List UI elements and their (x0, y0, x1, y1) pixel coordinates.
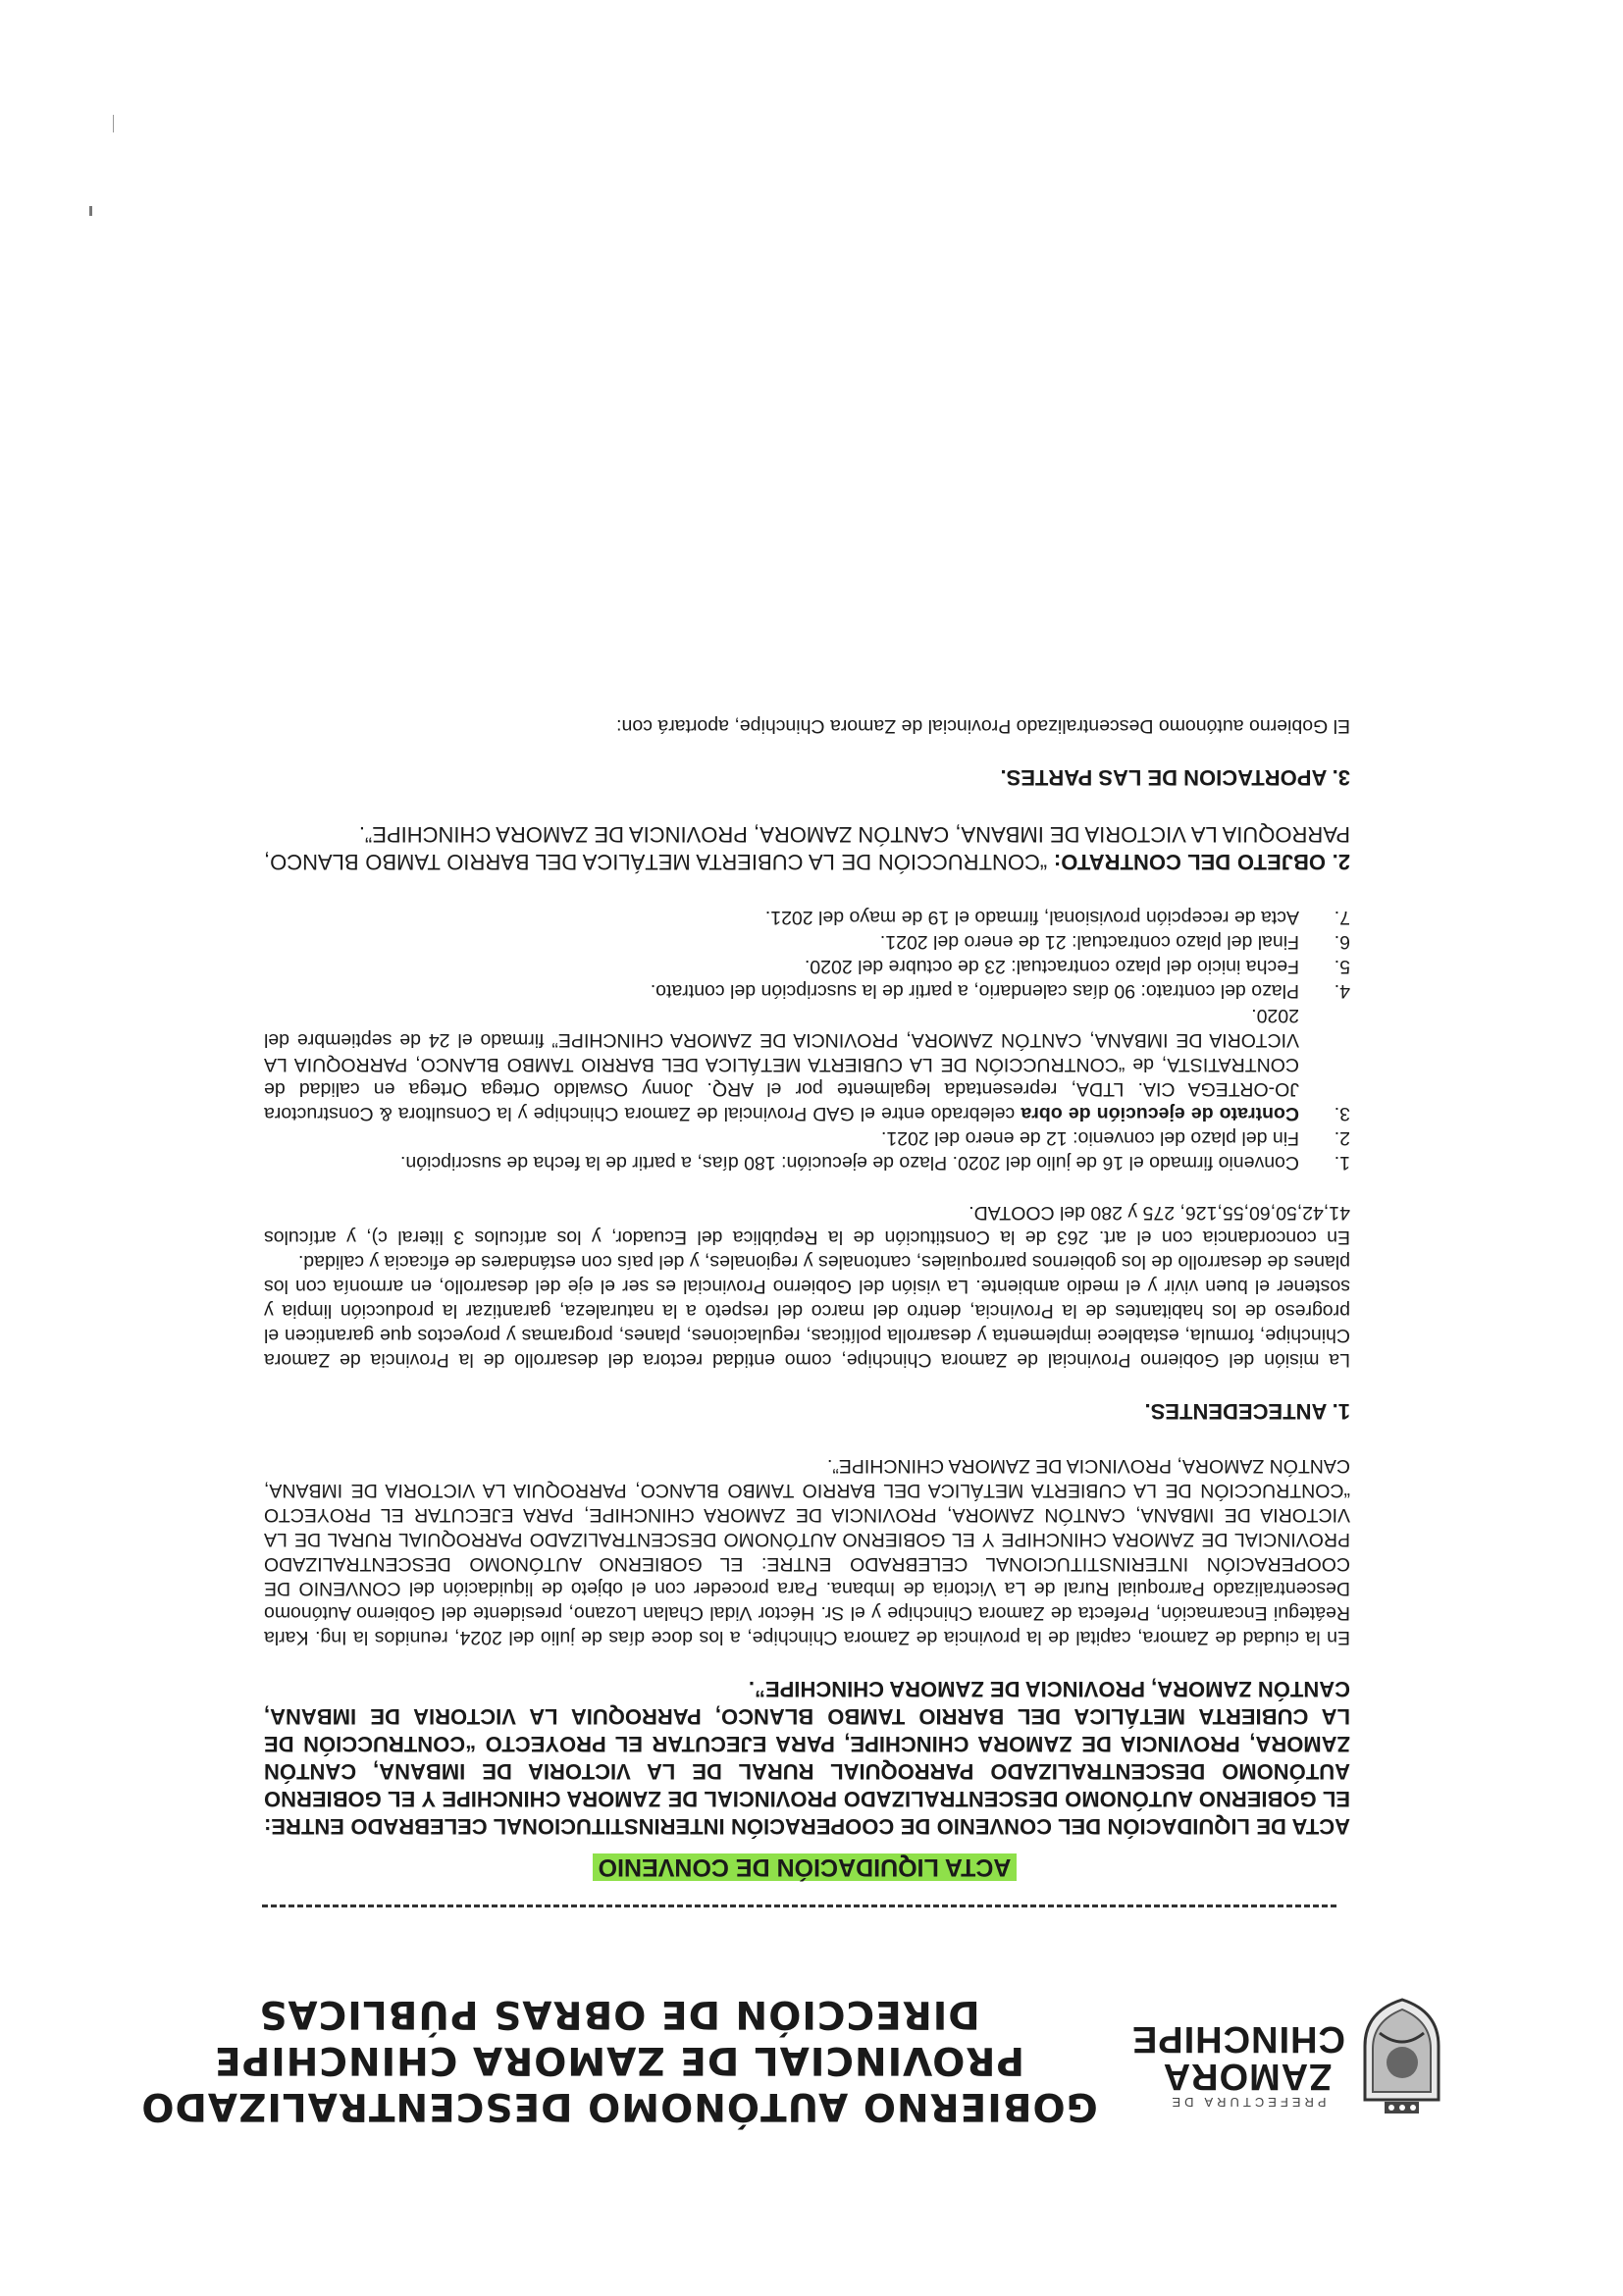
paragraph-intro: En la ciudad de Zamora, capital de la provincia de Zamora Chinchipe, a los doce días de julio del 2024, reunidos la Ing. Karla Reátegui Encarnación, Prefecta de Zamora Chinchipe y el Sr. Héctor Vidal Chalan Lozano, presidente del Gobierno Autónomo Descentralizado Parroquial Rural de La Victoria de Imbana. Para proceder con el objeto de liquidación del CONVENIO DE COOPERACIÓN INTERINSTITUCIONAL CELEBRADO ENTRE: EL GOBIERNO AUTÓNOMO DESCENTRALIZADO PROVINCIAL DE ZAMORA CHINCHIPE Y EL GOBIERNO AUTÓNOMO DESCENTRALIZADO PARROQUIAL RURAL DE LA VICTORIA DE IMBANA, CANTÓN ZAMORA, PROVINCIA DE ZAMORA CHINCHIPE, PARA EJECUTAR EL PROYECTO “CONTRUCCIÓN DE LA CUBIERTA METÁLICA DEL BARRIO TAMBO BLANCO, PARROQUIA LA VICTORIA DE IMBANA, CANTÓN ZAMORA, PROVINCIA DE ZAMORA CHINCHIPE”. (264, 1455, 1350, 1648)
list-item: 6. Final del plazo contractual: 21 de enero del 2021. (879, 931, 1350, 953)
scan-mark (89, 206, 92, 216)
intro-bold: ACTA DE LIQUIDACIÓN (1107, 1814, 1350, 1839)
document-title (559, 1851, 1050, 1884)
office-line-3: DIRECCIÓN DE OBRAS PÚBLICAS (258, 1992, 980, 2036)
section-3-paragraph: El Gobierno autónomo Descentralizado Provincial de Zamora Chinchipe, aportará con: (616, 715, 1350, 737)
brand-small: PREFECTURA DE (1168, 2095, 1327, 2110)
brand-zamora: ZAMORA (1162, 2056, 1333, 2097)
section-3-heading: 3. APORTACION DE LAS PARTES. (1000, 765, 1350, 790)
section-1-heading: 1. ANTECEDENTES. (1144, 1399, 1350, 1424)
brand-chinchipe: CHINCHIPE (1130, 2018, 1345, 2060)
section-2-label: 2. OBJETO DEL CONTRATO: (1053, 850, 1350, 874)
list-item: 3. Contrato de ejecución de obra celebrado entre el GAD Provincial de Zamora Chinchipe y la Consultora & Constructora JO-ORTEGA CIA. LTDA, representada legalmente por el ARQ. Jonny Oswaldo Ortega Ortega en calidad de CONTRATISTA, de “CONTRUCCIÓN DE LA CUBIERTA METÁLICA DEL BARRIO TAMBO BLANCO, PARROQUIA LA VICTORIA DE IMBANA, CANTÓN ZAMORA, PROVINCIA DE ZAMORA CHINCHIPE” firmado el 24 de septiembre del 2020. (264, 1005, 1350, 1124)
section-1-paragraph: La misión del Gobierno Provincial de Zamora Chinchipe, como entidad rectora del desarrollo de la Provincia de Zamora Chinchipe, formula, establece implementa y desarrolla políticas, regulaciones, planes, programas y proyectos que garanticen el progreso de los habitantes de la Provincia, dentro del marco del respeto a la naturaleza, garantizar la producción limpia y sostener el buen vivir y el medio ambiente. La visión del Gobierno Provincial es ser el eje del desarrollo, en armonía con los planes de desarrollo de los gobiernos parroquiales, cantonales y regionales, y del país con estándares de eficacia y calidad. (264, 1251, 1350, 1371)
letterhead (140, 1953, 1448, 2129)
section-1-paragraph-2: En concordancia con el art. 263 de la Constitución de la República del Ecuador, y los artículos 3 literal c), y artículos 41,42,50,60,55,126, 275 y 280 del COOTAD. (264, 1202, 1350, 1248)
list-item: 7. Acta de recepción provisional, firmado el 19 de mayo del 2021. (764, 907, 1350, 928)
list-item: 4. Plazo del contrato: 90 días calendario, a partir de la suscripción del contrato. (650, 980, 1350, 1002)
list-item: 2. Fin del plazo del convenio: 12 de enero del 2021. (880, 1127, 1350, 1149)
highlighted-title: ACTA LIQUIDACIÓN DE CONVENIO (593, 1853, 1018, 1881)
antecedentes-list (264, 905, 1350, 1174)
section-2-objeto (264, 820, 1350, 875)
intro-rest: DEL CONVENIO DE COOPERACIÓN INTERINSTITUCIONAL CELEBRADO ENTRE: EL GOBIERNO AUTÓNOMO DESCENTRALIZADO PROVINCIAL DE ZAMORA CHINCHIPE Y EL GOBIERNO AUTÓNOMO DESCENTRALIZADO PARROQUIAL RURAL DE LA VICTORIA DE IMBANA, CANTÓN ZAMORA, PROVINCIA DE ZAMORA CHINCHIPE, PARA EJECUTAR EL PROYECTO “CONTRUCCIÓN DE LA CUBIERTA METÁLICA DEL BARRIO TAMBO BLANCO, PARROQUIA LA VICTORIA DE IMBANA, CANTÓN ZAMORA, PROVINCIA DE ZAMORA CHINCHIPE”. (264, 1677, 1350, 1839)
office-name (138, 1991, 1100, 2129)
office-line-1: GOBIERNO AUTÓNOMO DESCENTRALIZADO (140, 2084, 1098, 2128)
section-2-text: “CONTRUCCIÓN DE LA CUBIERTA METÁLICA DEL BARRIO TAMBO BLANCO, PARROQUIA LA VICTORIA DE IMBANA, CANTÓN ZAMORA, PROVINCIA DE ZAMORA CHINCHIPE”. (264, 822, 1350, 874)
office-line-2: PROVINCIAL DE ZAMORA CHINCHIPE (214, 2038, 1025, 2082)
list-item: 1. Convenio firmado el 16 de julio del 2020. Plazo de ejecución: 180 días, a partir de la fecha de suscripción. (400, 1152, 1350, 1174)
prefectura-seal-icon (1355, 1997, 1448, 2119)
header-divider (262, 1905, 1336, 1907)
prefectura-logo-text (1130, 2018, 1345, 2110)
list-item: 5. Fecha inicio del plazo contractual: 23 de octubre del 2020. (804, 956, 1350, 977)
document-body (264, 713, 1350, 1840)
intro-heading (264, 1675, 1350, 1840)
scan-mark (111, 115, 114, 132)
